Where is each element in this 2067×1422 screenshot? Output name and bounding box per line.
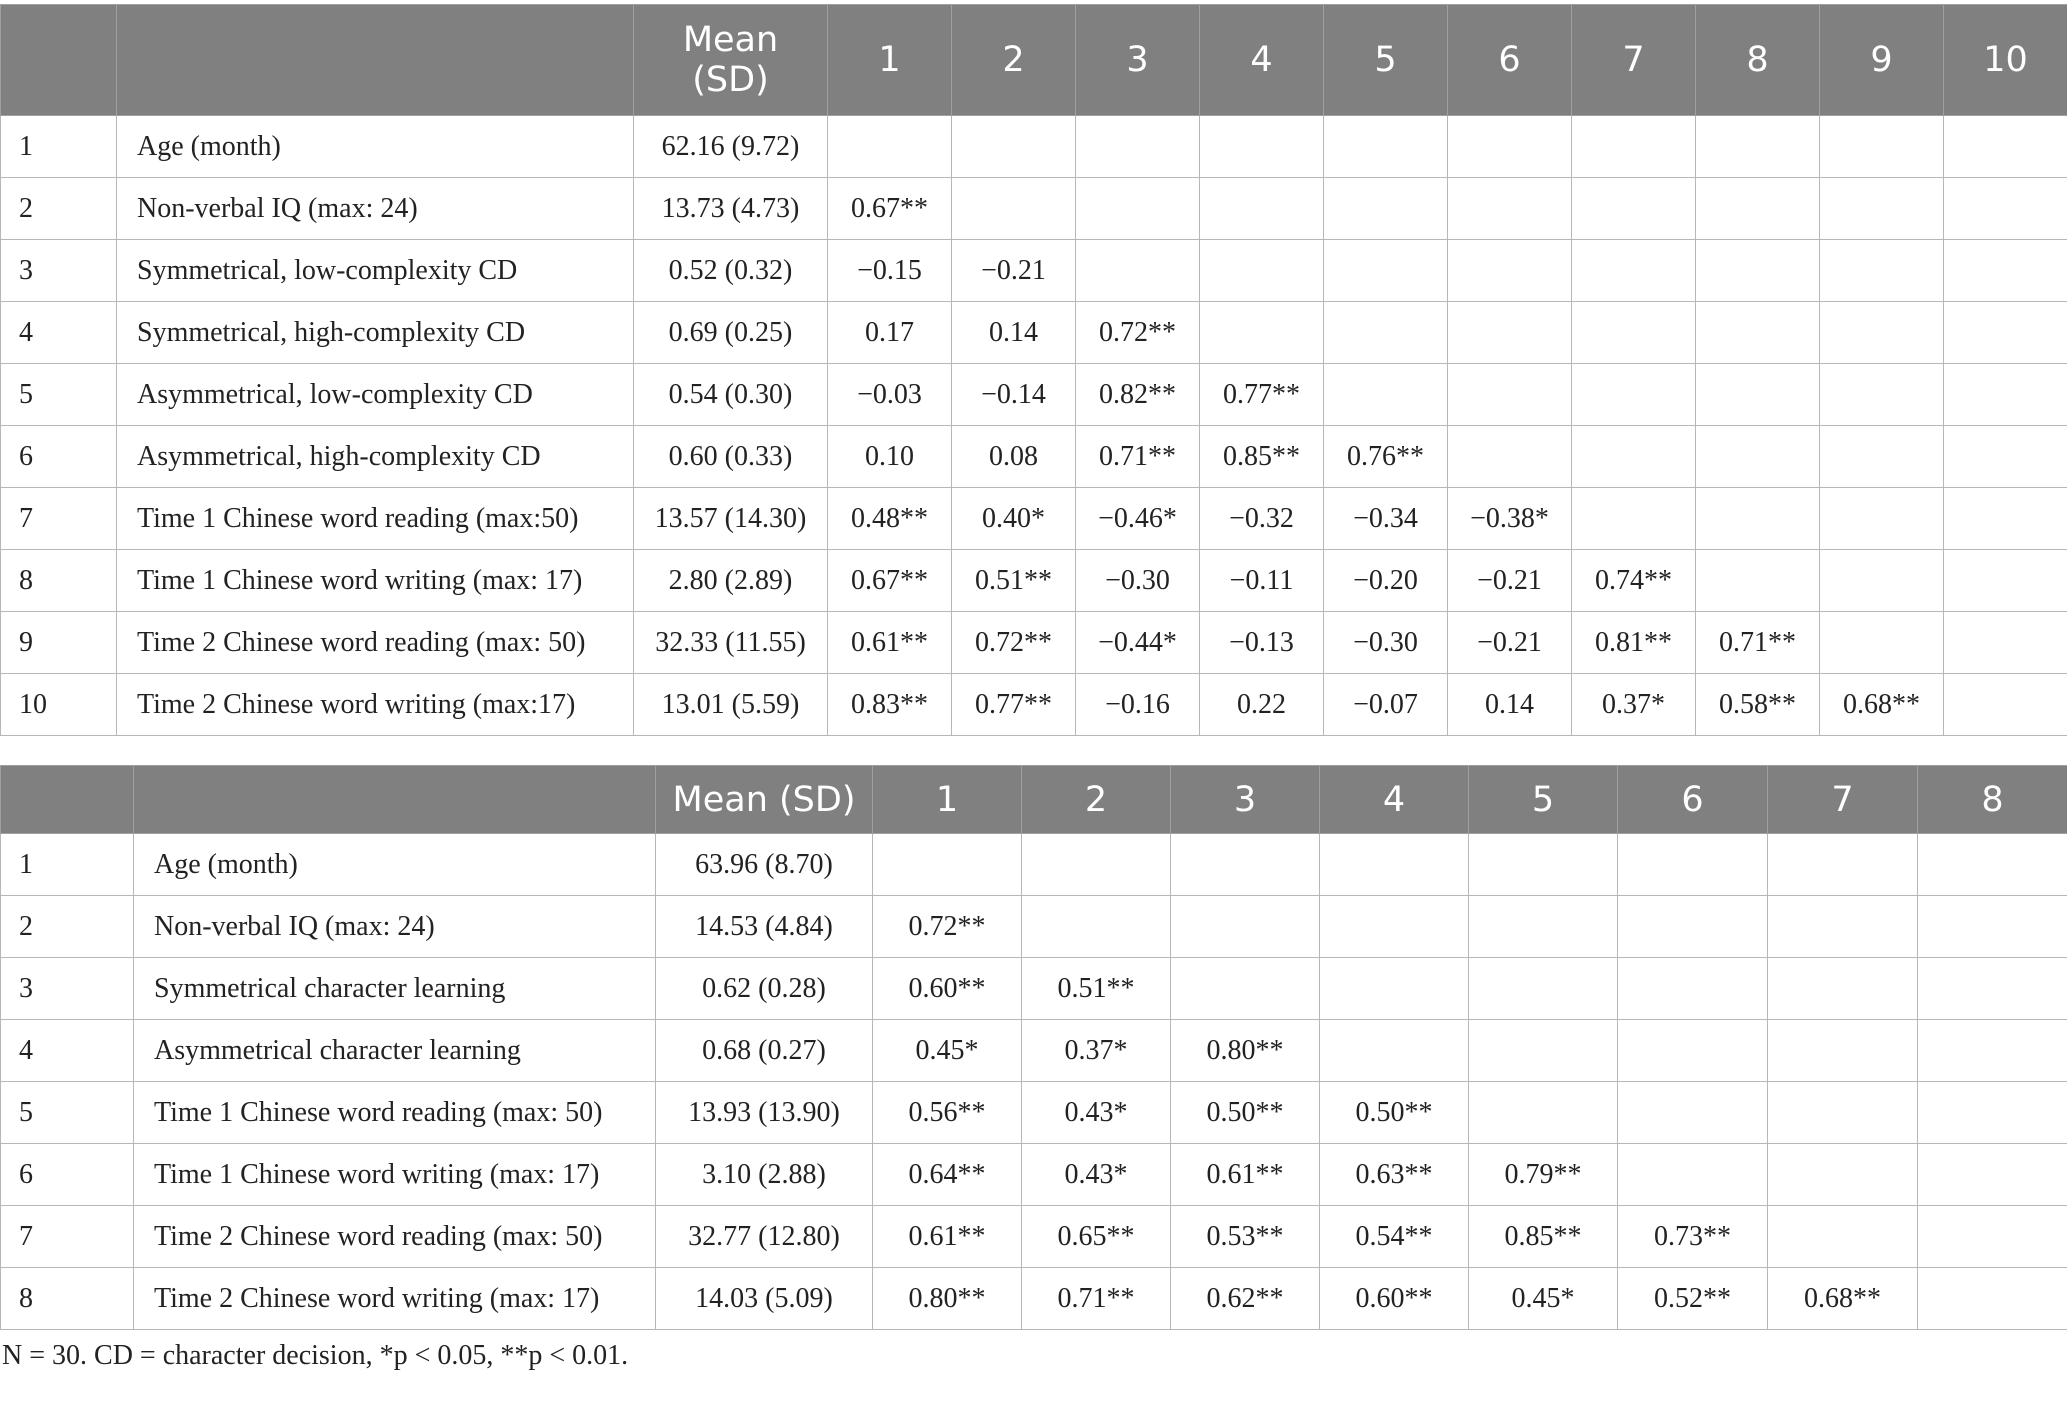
correlation-cell: 0.60** [873, 958, 1022, 1020]
correlation-cell [1320, 958, 1469, 1020]
correlation-cell [1944, 488, 2067, 550]
correlation-cell [1572, 488, 1696, 550]
variable-label: Asymmetrical character learning [134, 1020, 656, 1082]
correlation-cell: 0.53** [1171, 1206, 1320, 1268]
correlation-cell: −0.21 [952, 240, 1076, 302]
mean-sd-cell: 13.73 (4.73) [634, 178, 828, 240]
correlation-cell [1076, 178, 1200, 240]
correlation-cell: 0.50** [1320, 1082, 1469, 1144]
correlation-cell: 0.64** [873, 1144, 1022, 1206]
variable-label: Symmetrical character learning [134, 958, 656, 1020]
correlation-cell: 0.73** [1618, 1206, 1768, 1268]
correlation-cell: −0.20 [1324, 550, 1448, 612]
row-number: 1 [1, 116, 117, 178]
header-cell: 5 [1469, 766, 1618, 834]
correlation-cell [1448, 302, 1572, 364]
mean-sd-cell: 3.10 (2.88) [656, 1144, 873, 1206]
row-number: 2 [1, 178, 117, 240]
correlation-cell: 0.45* [1469, 1268, 1618, 1330]
correlation-cell: −0.21 [1448, 612, 1572, 674]
header-cell [1, 766, 134, 834]
header-cell: 7 [1572, 5, 1696, 116]
correlation-cell [1618, 1082, 1768, 1144]
correlation-cell [1944, 302, 2067, 364]
correlation-cell: 0.22 [1200, 674, 1324, 736]
correlation-cell [828, 116, 952, 178]
table-row [1, 1144, 2067, 1206]
header-cell: 10 [1944, 5, 2067, 116]
correlation-cell [1918, 1020, 2067, 1082]
correlation-table-1 [0, 4, 2067, 736]
correlation-cell: 0.85** [1200, 426, 1324, 488]
table-row [1, 834, 2067, 896]
correlation-cell: 0.81** [1572, 612, 1696, 674]
correlation-cell: −0.44* [1076, 612, 1200, 674]
correlation-cell [1469, 958, 1618, 1020]
variable-label: Non-verbal IQ (max: 24) [134, 896, 656, 958]
variable-label: Time 2 Chinese word reading (max: 50) [117, 612, 634, 674]
correlation-cell: 0.61** [873, 1206, 1022, 1268]
correlation-cell [1768, 1144, 1918, 1206]
correlation-cell: −0.07 [1324, 674, 1448, 736]
row-number: 9 [1, 612, 117, 674]
correlation-cell: 0.80** [873, 1268, 1022, 1330]
correlation-cell [1200, 116, 1324, 178]
correlation-cell [1944, 426, 2067, 488]
correlation-cell [1171, 958, 1320, 1020]
correlation-cell [1820, 488, 1944, 550]
mean-sd-cell: 62.16 (9.72) [634, 116, 828, 178]
correlation-cell: 0.61** [828, 612, 952, 674]
correlation-cell [1572, 240, 1696, 302]
correlation-cell [1696, 240, 1820, 302]
correlation-cell: 0.85** [1469, 1206, 1618, 1268]
mean-sd-cell: 0.62 (0.28) [656, 958, 873, 1020]
header-cell: 2 [1022, 766, 1171, 834]
correlation-cell [1200, 178, 1324, 240]
correlation-cell [1768, 1020, 1918, 1082]
correlation-cell [1469, 834, 1618, 896]
correlation-cell [1448, 116, 1572, 178]
correlation-cell [1324, 302, 1448, 364]
header-cell: 3 [1171, 766, 1320, 834]
correlation-cell [952, 116, 1076, 178]
mean-sd-cell: 13.57 (14.30) [634, 488, 828, 550]
correlation-cell [1696, 488, 1820, 550]
correlation-cell: 0.67** [828, 178, 952, 240]
row-number: 2 [1, 896, 134, 958]
correlation-cell: 0.63** [1320, 1144, 1469, 1206]
correlation-cell [1696, 178, 1820, 240]
correlation-cell [1820, 550, 1944, 612]
correlation-cell [1696, 302, 1820, 364]
correlation-cell [1618, 834, 1768, 896]
header-cell: Mean (SD) [656, 766, 873, 834]
header-cell: 8 [1918, 766, 2067, 834]
correlation-cell [1768, 1082, 1918, 1144]
header-cell [117, 5, 634, 116]
row-number: 3 [1, 958, 134, 1020]
row-number: 5 [1, 1082, 134, 1144]
correlation-cell: 0.77** [952, 674, 1076, 736]
header-cell: 8 [1696, 5, 1820, 116]
correlation-cell [1944, 674, 2067, 736]
correlation-cell [1820, 364, 1944, 426]
mean-sd-cell: 0.54 (0.30) [634, 364, 828, 426]
row-number: 4 [1, 1020, 134, 1082]
correlation-cell [1572, 302, 1696, 364]
row-number: 6 [1, 1144, 134, 1206]
correlation-cell: 0.14 [952, 302, 1076, 364]
correlation-cell: 0.77** [1200, 364, 1324, 426]
variable-label: Time 1 Chinese word reading (max: 50) [134, 1082, 656, 1144]
row-number: 8 [1, 550, 117, 612]
correlation-cell: −0.16 [1076, 674, 1200, 736]
correlation-cell [1820, 426, 1944, 488]
correlation-cell [1618, 896, 1768, 958]
table-row [1, 1206, 2067, 1268]
correlation-cell: 0.52** [1618, 1268, 1768, 1330]
table-row [1, 302, 2067, 364]
correlation-cell: 0.74** [1572, 550, 1696, 612]
table-row [1, 364, 2067, 426]
variable-label: Time 2 Chinese word writing (max: 17) [134, 1268, 656, 1330]
correlation-cell [1448, 178, 1572, 240]
correlation-cell: 0.71** [1022, 1268, 1171, 1330]
correlation-cell: 0.43* [1022, 1144, 1171, 1206]
table-row [1, 488, 2067, 550]
correlation-cell [1324, 116, 1448, 178]
correlation-cell: −0.21 [1448, 550, 1572, 612]
header-cell: 6 [1448, 5, 1572, 116]
correlation-cell [1918, 1082, 2067, 1144]
correlation-cell [1918, 1144, 2067, 1206]
correlation-cell [1944, 178, 2067, 240]
correlation-table-2 [0, 765, 2067, 1330]
variable-label: Symmetrical, low-complexity CD [117, 240, 634, 302]
variable-label: Time 1 Chinese word writing (max: 17) [117, 550, 634, 612]
correlation-cell [1820, 302, 1944, 364]
correlation-cell [1572, 178, 1696, 240]
correlation-cell [1618, 958, 1768, 1020]
correlation-cell [1200, 302, 1324, 364]
correlation-cell: 0.14 [1448, 674, 1572, 736]
correlation-cell [1768, 1206, 1918, 1268]
correlation-cell [1171, 896, 1320, 958]
table-row [1, 426, 2067, 488]
correlation-cell [1820, 612, 1944, 674]
correlation-cell: 0.61** [1171, 1144, 1320, 1206]
table-header-row [1, 766, 2067, 834]
correlation-cell: 0.68** [1820, 674, 1944, 736]
table-row [1, 1020, 2067, 1082]
correlation-cell [1022, 896, 1171, 958]
correlation-cell [1469, 896, 1618, 958]
correlation-cell: 0.60** [1320, 1268, 1469, 1330]
correlation-cell [1324, 364, 1448, 426]
correlation-cell: 0.82** [1076, 364, 1200, 426]
header-cell [1, 5, 117, 116]
correlation-cell: −0.32 [1200, 488, 1324, 550]
correlation-cell: 0.72** [873, 896, 1022, 958]
correlation-cell: 0.51** [952, 550, 1076, 612]
table-row [1, 178, 2067, 240]
correlation-cell [1820, 116, 1944, 178]
header-cell: 1 [828, 5, 952, 116]
correlation-cell [1696, 426, 1820, 488]
correlation-cell: 0.43* [1022, 1082, 1171, 1144]
mean-sd-cell: 63.96 (8.70) [656, 834, 873, 896]
mean-sd-cell: 13.01 (5.59) [634, 674, 828, 736]
correlation-cell [1076, 116, 1200, 178]
correlation-cell: 0.56** [873, 1082, 1022, 1144]
correlation-cell [1820, 240, 1944, 302]
mean-sd-cell: 32.33 (11.55) [634, 612, 828, 674]
row-number: 1 [1, 834, 134, 896]
correlation-cell [1572, 364, 1696, 426]
correlation-cell [1918, 1268, 2067, 1330]
row-number: 8 [1, 1268, 134, 1330]
correlation-cell: −0.30 [1324, 612, 1448, 674]
correlation-cell [1022, 834, 1171, 896]
correlation-cell [1572, 116, 1696, 178]
correlation-cell [1944, 364, 2067, 426]
correlation-cell [1944, 550, 2067, 612]
correlation-cell [1572, 426, 1696, 488]
variable-label: Time 1 Chinese word reading (max:50) [117, 488, 634, 550]
correlation-cell [1918, 834, 2067, 896]
correlation-cell [1171, 834, 1320, 896]
row-number: 7 [1, 1206, 134, 1268]
correlation-cell: 0.76** [1324, 426, 1448, 488]
correlation-cell: 0.08 [952, 426, 1076, 488]
correlation-cell [1320, 896, 1469, 958]
correlation-cell: 0.62** [1171, 1268, 1320, 1330]
table-footnote: N = 30. CD = character decision, *p < 0.05, **p < 0.01. [2, 1340, 629, 1371]
mean-sd-cell: 13.93 (13.90) [656, 1082, 873, 1144]
table-row [1, 550, 2067, 612]
row-number: 6 [1, 426, 117, 488]
row-number: 4 [1, 302, 117, 364]
header-cell: 9 [1820, 5, 1944, 116]
header-cell: 4 [1320, 766, 1469, 834]
variable-label: Age (month) [134, 834, 656, 896]
correlation-cell: 0.45* [873, 1020, 1022, 1082]
correlation-cell [1324, 240, 1448, 302]
mean-sd-cell: 14.53 (4.84) [656, 896, 873, 958]
variable-label: Non-verbal IQ (max: 24) [117, 178, 634, 240]
mean-sd-cell: 0.60 (0.33) [634, 426, 828, 488]
correlation-cell: 0.72** [952, 612, 1076, 674]
header-cell: 7 [1768, 766, 1918, 834]
table-row [1, 1082, 2067, 1144]
variable-label: Asymmetrical, high-complexity CD [117, 426, 634, 488]
row-number: 3 [1, 240, 117, 302]
correlation-cell [1448, 426, 1572, 488]
row-number: 10 [1, 674, 117, 736]
correlation-cell: −0.11 [1200, 550, 1324, 612]
correlation-cell [1918, 958, 2067, 1020]
correlation-cell: −0.13 [1200, 612, 1324, 674]
correlation-cell: 0.79** [1469, 1144, 1618, 1206]
correlation-cell: 0.67** [828, 550, 952, 612]
header-cell: Mean (SD) [634, 5, 828, 116]
correlation-cell: −0.46* [1076, 488, 1200, 550]
table-row [1, 240, 2067, 302]
correlation-cell [1200, 240, 1324, 302]
header-cell: 5 [1324, 5, 1448, 116]
correlation-cell: −0.03 [828, 364, 952, 426]
correlation-cell [1918, 896, 2067, 958]
correlation-cell [1696, 550, 1820, 612]
correlation-cell [1618, 1144, 1768, 1206]
correlation-cell [1469, 1082, 1618, 1144]
correlation-cell [1448, 240, 1572, 302]
row-number: 5 [1, 364, 117, 426]
table-row [1, 1268, 2067, 1330]
correlation-cell: 0.50** [1171, 1082, 1320, 1144]
correlation-cell: 0.71** [1076, 426, 1200, 488]
correlation-cell [1768, 958, 1918, 1020]
correlation-cell: −0.14 [952, 364, 1076, 426]
correlation-cell [1944, 240, 2067, 302]
variable-label: Age (month) [117, 116, 634, 178]
correlation-cell: 0.51** [1022, 958, 1171, 1020]
mean-sd-cell: 0.69 (0.25) [634, 302, 828, 364]
correlation-cell [1918, 1206, 2067, 1268]
variable-label: Time 2 Chinese word writing (max:17) [117, 674, 634, 736]
correlation-cell [1768, 834, 1918, 896]
variable-label: Time 1 Chinese word writing (max: 17) [134, 1144, 656, 1206]
correlation-cell [1696, 364, 1820, 426]
correlation-cell: 0.65** [1022, 1206, 1171, 1268]
mean-sd-cell: 0.52 (0.32) [634, 240, 828, 302]
correlation-cell: 0.37* [1572, 674, 1696, 736]
correlation-cell [1320, 834, 1469, 896]
table-row [1, 674, 2067, 736]
table-header-row [1, 5, 2067, 116]
correlation-cell: 0.58** [1696, 674, 1820, 736]
header-cell: 1 [873, 766, 1022, 834]
correlation-cell: 0.37* [1022, 1020, 1171, 1082]
correlation-cell: 0.40* [952, 488, 1076, 550]
header-cell [134, 766, 656, 834]
variable-label: Time 2 Chinese word reading (max: 50) [134, 1206, 656, 1268]
correlation-cell [1944, 116, 2067, 178]
mean-sd-cell: 14.03 (5.09) [656, 1268, 873, 1330]
table-row [1, 896, 2067, 958]
correlation-cell [952, 178, 1076, 240]
correlation-cell [1076, 240, 1200, 302]
correlation-cell: 0.10 [828, 426, 952, 488]
correlation-cell: −0.15 [828, 240, 952, 302]
correlation-cell [1324, 178, 1448, 240]
mean-sd-cell: 32.77 (12.80) [656, 1206, 873, 1268]
correlation-cell: 0.54** [1320, 1206, 1469, 1268]
table-row [1, 116, 2067, 178]
correlation-cell: 0.80** [1171, 1020, 1320, 1082]
correlation-cell [1618, 1020, 1768, 1082]
correlation-cell: 0.83** [828, 674, 952, 736]
mean-sd-cell: 2.80 (2.89) [634, 550, 828, 612]
header-cell: 6 [1618, 766, 1768, 834]
correlation-cell [1448, 364, 1572, 426]
correlation-cell [873, 834, 1022, 896]
variable-label: Symmetrical, high-complexity CD [117, 302, 634, 364]
correlation-cell: 0.48** [828, 488, 952, 550]
mean-sd-cell: 0.68 (0.27) [656, 1020, 873, 1082]
correlation-cell: −0.38* [1448, 488, 1572, 550]
correlation-cell [1469, 1020, 1618, 1082]
correlation-cell: −0.34 [1324, 488, 1448, 550]
correlation-cell [1768, 896, 1918, 958]
correlation-cell: 0.17 [828, 302, 952, 364]
correlation-cell: 0.72** [1076, 302, 1200, 364]
header-cell: 3 [1076, 5, 1200, 116]
table-row [1, 958, 2067, 1020]
correlation-cell: −0.30 [1076, 550, 1200, 612]
row-number: 7 [1, 488, 117, 550]
variable-label: Asymmetrical, low-complexity CD [117, 364, 634, 426]
correlation-cell [1944, 612, 2067, 674]
correlation-cell: 0.71** [1696, 612, 1820, 674]
table-row [1, 612, 2067, 674]
correlation-cell [1696, 116, 1820, 178]
header-cell: 2 [952, 5, 1076, 116]
correlation-cell: 0.68** [1768, 1268, 1918, 1330]
header-cell: 4 [1200, 5, 1324, 116]
correlation-cell [1320, 1020, 1469, 1082]
correlation-cell [1820, 178, 1944, 240]
